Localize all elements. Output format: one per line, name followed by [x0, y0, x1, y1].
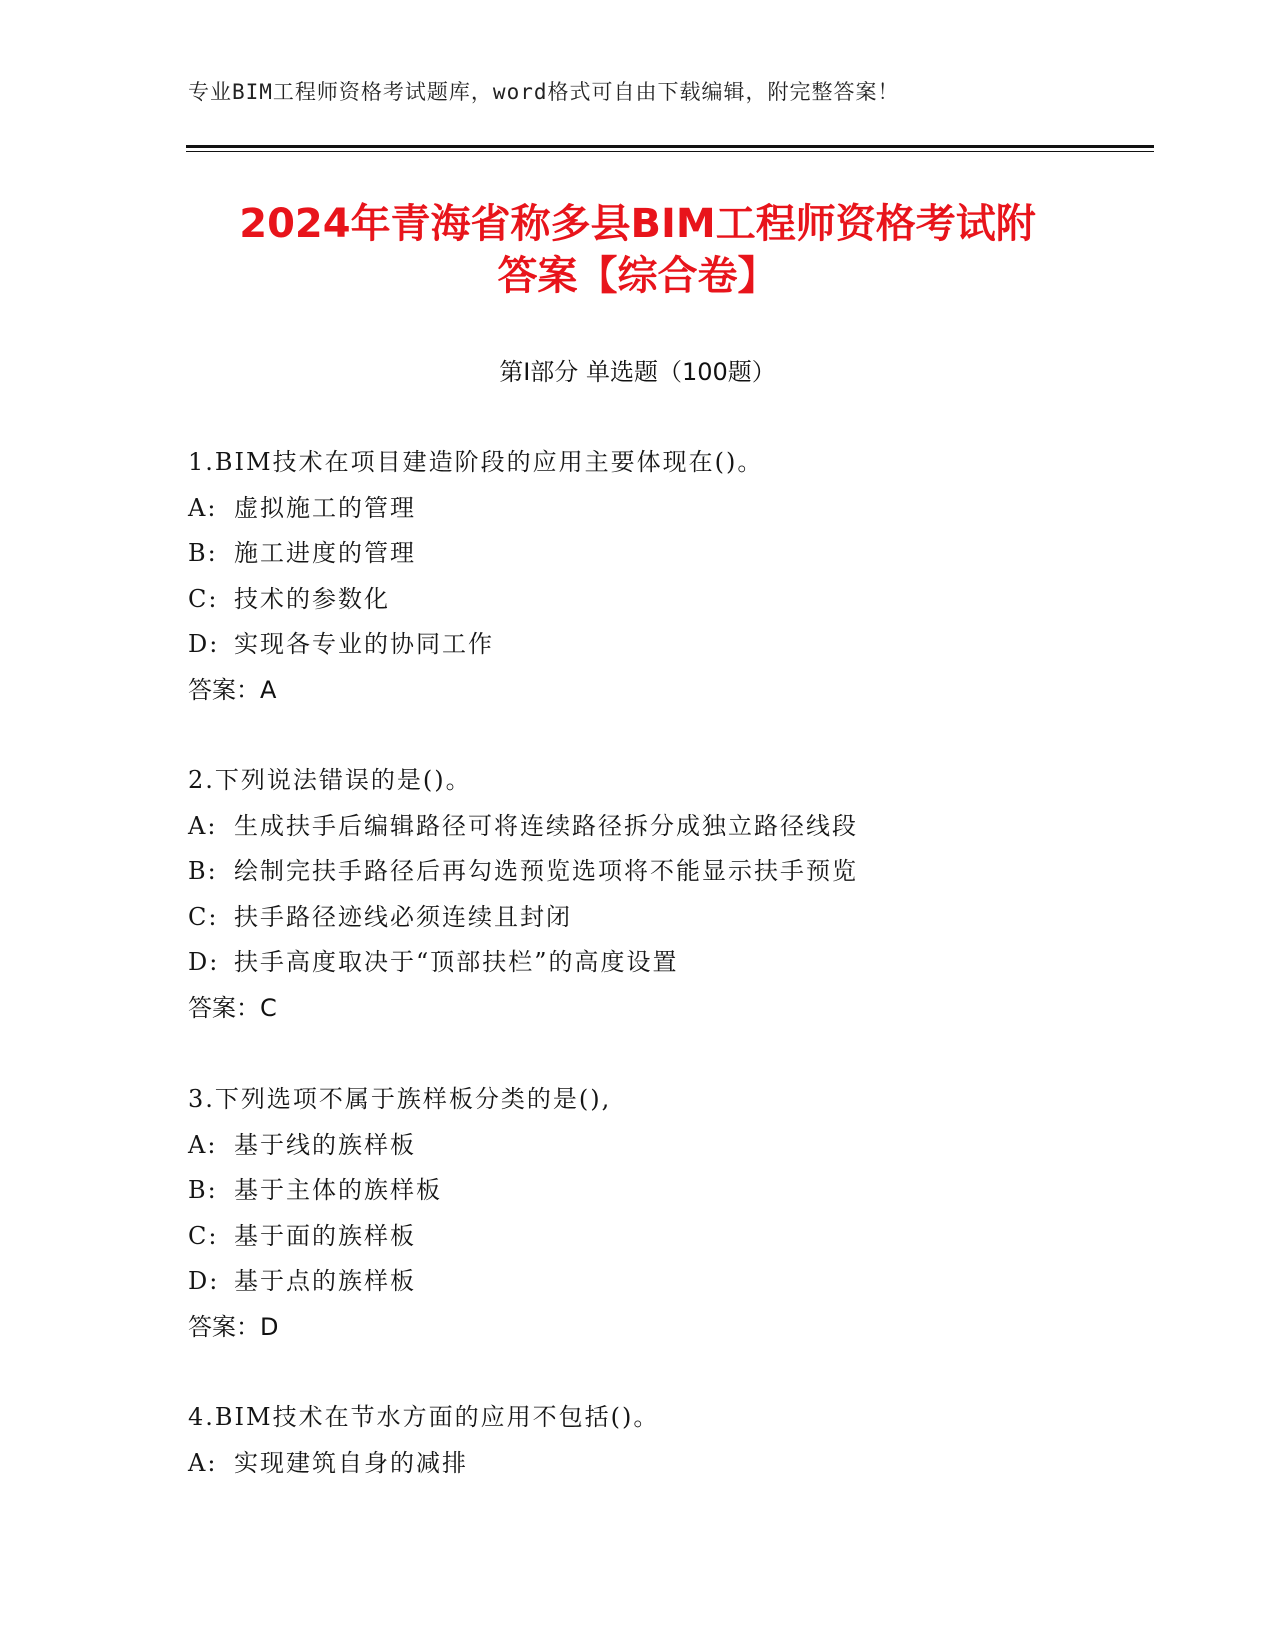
option-label: D: — [188, 1267, 220, 1295]
question-stem: 2.下列说法错误的是()。 — [188, 766, 472, 794]
question-4 — [188, 1395, 1148, 1486]
document-title-line-1: 2024年青海省称多县BIM工程师资格考试附 — [239, 201, 1036, 247]
option-label: D: — [188, 630, 220, 658]
option-text: 施工进度的管理 — [234, 539, 416, 567]
option-text: 实现各专业的协同工作 — [234, 630, 494, 658]
option-label: A: — [188, 493, 218, 522]
option-label: A: — [188, 1130, 218, 1159]
option-a — [188, 1123, 1148, 1169]
question-2 — [188, 758, 1148, 1031]
option-text: 实现建筑自身的减排 — [234, 1448, 468, 1477]
option-b — [188, 1168, 1148, 1214]
option-text: 生成扶手后编辑路径可将连续路径拆分成独立路径线段 — [234, 811, 858, 840]
option-text: 扶手高度取决于“顶部扶栏”的高度设置 — [234, 948, 679, 976]
option-label: D: — [188, 948, 220, 976]
option-b — [188, 849, 1148, 895]
option-label: B: — [188, 1176, 218, 1204]
option-text: 基于主体的族样板 — [234, 1176, 442, 1204]
option-a — [188, 486, 1148, 532]
option-text: 绘制完扶手路径后再勾选预览选项将不能显示扶手预览 — [234, 857, 858, 885]
option-d — [188, 940, 1148, 986]
header-rule-thin — [186, 151, 1154, 152]
answer: 答案：D — [188, 1312, 279, 1341]
option-c — [188, 577, 1148, 623]
option-label: C: — [188, 1221, 219, 1250]
option-label: A: — [188, 811, 218, 840]
question-stem: 4.BIM技术在节水方面的应用不包括()。 — [188, 1403, 660, 1431]
question-stem: 1.BIM技术在项目建造阶段的应用主要体现在()。 — [188, 448, 764, 476]
option-label: B: — [188, 857, 218, 885]
option-d — [188, 622, 1148, 668]
option-text: 基于面的族样板 — [234, 1221, 416, 1250]
option-label: B: — [188, 539, 218, 567]
option-text: 虚拟施工的管理 — [234, 493, 416, 522]
option-b — [188, 531, 1148, 577]
option-text: 基于点的族样板 — [234, 1267, 416, 1295]
answer: 答案：A — [188, 675, 277, 704]
option-c — [188, 1214, 1148, 1260]
question-stem: 3.下列选项不属于族样板分类的是(), — [188, 1085, 612, 1113]
option-text: 基于线的族样板 — [234, 1130, 416, 1159]
option-text: 扶手路径迹线必须连续且封闭 — [234, 902, 572, 931]
question-3 — [188, 1077, 1148, 1350]
header-rule — [186, 145, 1154, 148]
option-label: C: — [188, 584, 219, 613]
option-label: C: — [188, 902, 219, 931]
option-d — [188, 1259, 1148, 1305]
option-c — [188, 895, 1148, 941]
header-note: 专业BIM工程师资格考试题库，word格式可自由下载编辑，附完整答案！ — [188, 80, 900, 104]
document-title-line-2: 答案【综合卷】 — [497, 253, 778, 299]
document-title — [150, 198, 1125, 302]
option-a — [188, 1441, 1148, 1487]
section-title: 第Ⅰ部分 单选题（100题） — [499, 358, 776, 386]
option-label: A: — [188, 1448, 218, 1477]
option-a — [188, 804, 1148, 850]
option-text: 技术的参数化 — [234, 584, 390, 613]
answer: 答案：C — [188, 993, 277, 1022]
question-1 — [188, 440, 1148, 713]
